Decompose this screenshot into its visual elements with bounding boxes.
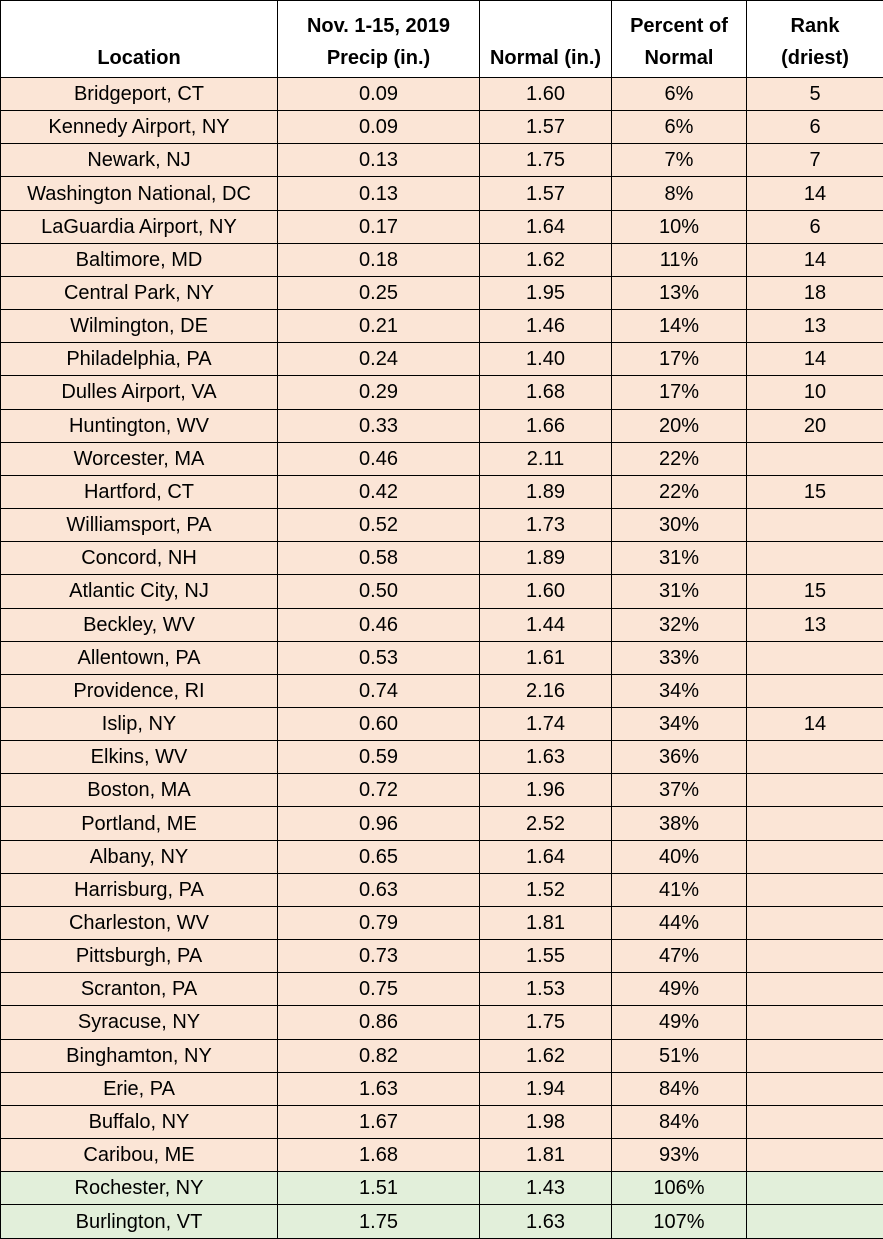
cell-normal: 1.75 <box>480 1006 612 1039</box>
table-row <box>1 243 883 276</box>
cell-precip: 0.75 <box>278 973 480 1006</box>
cell-precip: 0.13 <box>278 177 480 210</box>
cell-normal: 1.57 <box>480 177 612 210</box>
cell-rank <box>747 542 883 575</box>
table-row <box>1 210 883 243</box>
table-row <box>1 940 883 973</box>
cell-normal: 1.64 <box>480 840 612 873</box>
header-rank-driest: Rank (driest) <box>747 1 883 78</box>
cell-location: Providence, RI <box>1 674 278 707</box>
table-row <box>1 973 883 1006</box>
cell-rank <box>747 774 883 807</box>
cell-percent-of-normal: 22% <box>612 475 747 508</box>
cell-precip: 0.46 <box>278 608 480 641</box>
cell-percent-of-normal: 13% <box>612 276 747 309</box>
table-row <box>1 707 883 740</box>
cell-precip: 0.65 <box>278 840 480 873</box>
cell-percent-of-normal: 107% <box>612 1205 747 1239</box>
cell-precip: 0.09 <box>278 78 480 111</box>
cell-precip: 0.60 <box>278 707 480 740</box>
cell-normal: 2.11 <box>480 442 612 475</box>
cell-rank <box>747 1172 883 1205</box>
cell-percent-of-normal: 49% <box>612 1006 747 1039</box>
table-row <box>1 1006 883 1039</box>
cell-location: Wilmington, DE <box>1 310 278 343</box>
cell-rank <box>747 940 883 973</box>
cell-rank: 6 <box>747 111 883 144</box>
cell-normal: 1.55 <box>480 940 612 973</box>
cell-normal: 1.64 <box>480 210 612 243</box>
table-row <box>1 144 883 177</box>
cell-normal: 2.16 <box>480 674 612 707</box>
header-normal: Normal (in.) <box>480 1 612 78</box>
cell-location: Caribou, ME <box>1 1139 278 1172</box>
cell-percent-of-normal: 106% <box>612 1172 747 1205</box>
cell-normal: 1.43 <box>480 1172 612 1205</box>
cell-percent-of-normal: 17% <box>612 376 747 409</box>
cell-normal: 1.62 <box>480 243 612 276</box>
cell-location: Kennedy Airport, NY <box>1 111 278 144</box>
table-row <box>1 509 883 542</box>
cell-precip: 0.73 <box>278 940 480 973</box>
cell-normal: 1.66 <box>480 409 612 442</box>
cell-location: Boston, MA <box>1 774 278 807</box>
cell-normal: 1.95 <box>480 276 612 309</box>
cell-normal: 1.81 <box>480 1139 612 1172</box>
cell-location: Burlington, VT <box>1 1205 278 1239</box>
cell-rank: 5 <box>747 78 883 111</box>
cell-rank: 15 <box>747 475 883 508</box>
table-body <box>1 78 883 1239</box>
cell-percent-of-normal: 6% <box>612 111 747 144</box>
table-row <box>1 409 883 442</box>
cell-location: Allentown, PA <box>1 641 278 674</box>
cell-rank <box>747 1006 883 1039</box>
cell-precip: 0.72 <box>278 774 480 807</box>
cell-normal: 1.98 <box>480 1105 612 1138</box>
cell-percent-of-normal: 38% <box>612 807 747 840</box>
cell-percent-of-normal: 49% <box>612 973 747 1006</box>
cell-percent-of-normal: 22% <box>612 442 747 475</box>
cell-percent-of-normal: 47% <box>612 940 747 973</box>
cell-percent-of-normal: 93% <box>612 1139 747 1172</box>
cell-precip: 0.13 <box>278 144 480 177</box>
cell-rank: 13 <box>747 608 883 641</box>
cell-location: Charleston, WV <box>1 906 278 939</box>
table-row <box>1 608 883 641</box>
cell-precip: 0.82 <box>278 1039 480 1072</box>
cell-location: Rochester, NY <box>1 1172 278 1205</box>
table-row <box>1 807 883 840</box>
cell-rank: 18 <box>747 276 883 309</box>
cell-precip: 0.74 <box>278 674 480 707</box>
table-row <box>1 575 883 608</box>
cell-location: Albany, NY <box>1 840 278 873</box>
cell-location: LaGuardia Airport, NY <box>1 210 278 243</box>
cell-rank <box>747 442 883 475</box>
cell-percent-of-normal: 40% <box>612 840 747 873</box>
cell-rank <box>747 674 883 707</box>
cell-precip: 1.75 <box>278 1205 480 1239</box>
cell-location: Pittsburgh, PA <box>1 940 278 973</box>
cell-rank: 14 <box>747 707 883 740</box>
cell-normal: 1.89 <box>480 475 612 508</box>
cell-rank <box>747 840 883 873</box>
cell-rank <box>747 873 883 906</box>
cell-rank: 15 <box>747 575 883 608</box>
header-precip: Nov. 1-15, 2019 Precip (in.) <box>278 1 480 78</box>
table-row <box>1 906 883 939</box>
table-row <box>1 475 883 508</box>
cell-precip: 0.17 <box>278 210 480 243</box>
header-percent-of-normal: Percent of Normal <box>612 1 747 78</box>
table-row <box>1 310 883 343</box>
cell-rank <box>747 641 883 674</box>
cell-normal: 1.60 <box>480 78 612 111</box>
cell-percent-of-normal: 32% <box>612 608 747 641</box>
table-row <box>1 177 883 210</box>
cell-precip: 0.58 <box>278 542 480 575</box>
cell-precip: 1.68 <box>278 1139 480 1172</box>
cell-location: Elkins, WV <box>1 741 278 774</box>
cell-normal: 1.62 <box>480 1039 612 1072</box>
cell-rank <box>747 741 883 774</box>
cell-normal: 1.57 <box>480 111 612 144</box>
cell-normal: 1.75 <box>480 144 612 177</box>
cell-normal: 1.81 <box>480 906 612 939</box>
cell-percent-of-normal: 84% <box>612 1105 747 1138</box>
table-row <box>1 376 883 409</box>
cell-rank: 6 <box>747 210 883 243</box>
table-row <box>1 741 883 774</box>
cell-normal: 1.74 <box>480 707 612 740</box>
cell-location: Harrisburg, PA <box>1 873 278 906</box>
table-row <box>1 542 883 575</box>
cell-location: Scranton, PA <box>1 973 278 1006</box>
table-row <box>1 442 883 475</box>
cell-location: Binghamton, NY <box>1 1039 278 1072</box>
table-row <box>1 873 883 906</box>
cell-precip: 0.21 <box>278 310 480 343</box>
cell-normal: 1.89 <box>480 542 612 575</box>
cell-precip: 0.46 <box>278 442 480 475</box>
cell-rank <box>747 1205 883 1239</box>
cell-location: Williamsport, PA <box>1 509 278 542</box>
table-row <box>1 641 883 674</box>
cell-rank: 10 <box>747 376 883 409</box>
cell-precip: 0.59 <box>278 741 480 774</box>
cell-precip: 0.86 <box>278 1006 480 1039</box>
cell-normal: 1.53 <box>480 973 612 1006</box>
cell-location: Portland, ME <box>1 807 278 840</box>
cell-precip: 0.25 <box>278 276 480 309</box>
cell-percent-of-normal: 44% <box>612 906 747 939</box>
cell-percent-of-normal: 17% <box>612 343 747 376</box>
cell-precip: 0.18 <box>278 243 480 276</box>
cell-precip: 0.50 <box>278 575 480 608</box>
cell-location: Islip, NY <box>1 707 278 740</box>
cell-location: Bridgeport, CT <box>1 78 278 111</box>
cell-percent-of-normal: 11% <box>612 243 747 276</box>
cell-location: Concord, NH <box>1 542 278 575</box>
cell-normal: 1.68 <box>480 376 612 409</box>
table-row <box>1 1039 883 1072</box>
cell-percent-of-normal: 41% <box>612 873 747 906</box>
cell-normal: 1.63 <box>480 741 612 774</box>
cell-percent-of-normal: 84% <box>612 1072 747 1105</box>
cell-percent-of-normal: 7% <box>612 144 747 177</box>
header-location: Location <box>1 1 278 78</box>
cell-location: Dulles Airport, VA <box>1 376 278 409</box>
cell-normal: 1.60 <box>480 575 612 608</box>
cell-rank <box>747 1105 883 1138</box>
cell-percent-of-normal: 14% <box>612 310 747 343</box>
table-header <box>1 1 883 78</box>
cell-percent-of-normal: 10% <box>612 210 747 243</box>
cell-precip: 0.42 <box>278 475 480 508</box>
cell-normal: 1.94 <box>480 1072 612 1105</box>
cell-location: Atlantic City, NJ <box>1 575 278 608</box>
table-row <box>1 1105 883 1138</box>
cell-percent-of-normal: 20% <box>612 409 747 442</box>
cell-precip: 0.33 <box>278 409 480 442</box>
cell-precip: 0.29 <box>278 376 480 409</box>
table-row <box>1 674 883 707</box>
cell-location: Baltimore, MD <box>1 243 278 276</box>
cell-percent-of-normal: 31% <box>612 542 747 575</box>
cell-normal: 2.52 <box>480 807 612 840</box>
cell-normal: 1.63 <box>480 1205 612 1239</box>
cell-location: Washington National, DC <box>1 177 278 210</box>
cell-location: Erie, PA <box>1 1072 278 1105</box>
cell-precip: 0.63 <box>278 873 480 906</box>
table-row <box>1 78 883 111</box>
cell-precip: 1.63 <box>278 1072 480 1105</box>
cell-percent-of-normal: 6% <box>612 78 747 111</box>
cell-location: Beckley, WV <box>1 608 278 641</box>
cell-location: Buffalo, NY <box>1 1105 278 1138</box>
cell-percent-of-normal: 30% <box>612 509 747 542</box>
cell-rank: 20 <box>747 409 883 442</box>
cell-rank: 14 <box>747 243 883 276</box>
table-row <box>1 1139 883 1172</box>
table-row <box>1 1072 883 1105</box>
cell-rank <box>747 1072 883 1105</box>
cell-percent-of-normal: 36% <box>612 741 747 774</box>
cell-rank <box>747 973 883 1006</box>
cell-rank: 14 <box>747 177 883 210</box>
cell-normal: 1.96 <box>480 774 612 807</box>
cell-location: Huntington, WV <box>1 409 278 442</box>
cell-normal: 1.44 <box>480 608 612 641</box>
cell-percent-of-normal: 37% <box>612 774 747 807</box>
cell-location: Hartford, CT <box>1 475 278 508</box>
cell-precip: 0.24 <box>278 343 480 376</box>
cell-location: Philadelphia, PA <box>1 343 278 376</box>
cell-percent-of-normal: 8% <box>612 177 747 210</box>
cell-location: Syracuse, NY <box>1 1006 278 1039</box>
cell-normal: 1.46 <box>480 310 612 343</box>
cell-rank: 7 <box>747 144 883 177</box>
cell-percent-of-normal: 34% <box>612 707 747 740</box>
cell-percent-of-normal: 31% <box>612 575 747 608</box>
cell-normal: 1.52 <box>480 873 612 906</box>
cell-location: Worcester, MA <box>1 442 278 475</box>
cell-precip: 0.79 <box>278 906 480 939</box>
cell-location: Newark, NJ <box>1 144 278 177</box>
table-row <box>1 111 883 144</box>
cell-rank <box>747 807 883 840</box>
cell-percent-of-normal: 51% <box>612 1039 747 1072</box>
cell-rank <box>747 906 883 939</box>
table-row <box>1 774 883 807</box>
cell-precip: 0.53 <box>278 641 480 674</box>
table-row <box>1 1172 883 1205</box>
cell-rank: 14 <box>747 343 883 376</box>
cell-location: Central Park, NY <box>1 276 278 309</box>
cell-normal: 1.73 <box>480 509 612 542</box>
cell-precip: 0.52 <box>278 509 480 542</box>
table-row <box>1 840 883 873</box>
table-row <box>1 343 883 376</box>
cell-rank <box>747 509 883 542</box>
cell-normal: 1.61 <box>480 641 612 674</box>
cell-percent-of-normal: 33% <box>612 641 747 674</box>
cell-rank: 13 <box>747 310 883 343</box>
cell-rank <box>747 1039 883 1072</box>
table-row <box>1 1205 883 1239</box>
cell-precip: 1.51 <box>278 1172 480 1205</box>
header-row <box>1 1 883 78</box>
cell-rank <box>747 1139 883 1172</box>
cell-precip: 0.96 <box>278 807 480 840</box>
cell-precip: 1.67 <box>278 1105 480 1138</box>
cell-precip: 0.09 <box>278 111 480 144</box>
table-row <box>1 276 883 309</box>
cell-percent-of-normal: 34% <box>612 674 747 707</box>
cell-normal: 1.40 <box>480 343 612 376</box>
